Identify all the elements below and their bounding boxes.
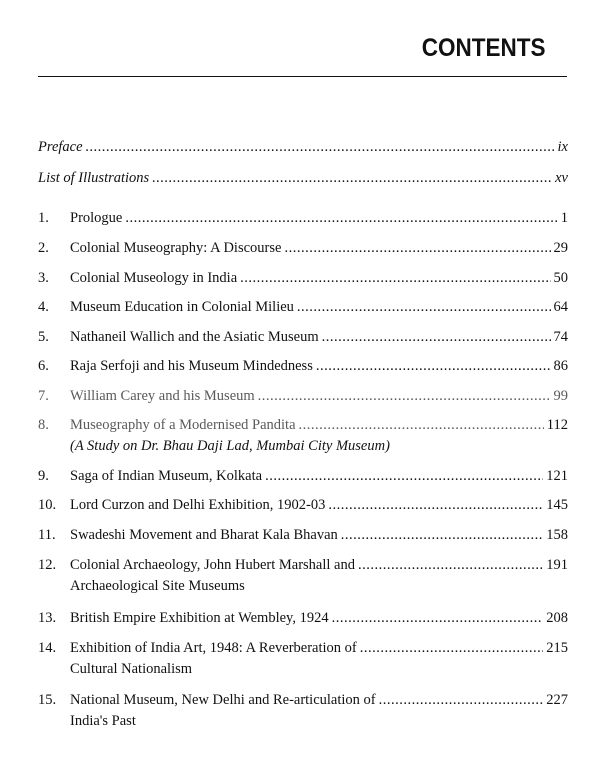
toc-chapter-15 <box>38 690 568 732</box>
toc-entry-title: Preface <box>38 139 83 155</box>
toc-chapter-8 <box>38 415 568 457</box>
chapter-page: 215 <box>546 640 568 656</box>
chapter-page: 86 <box>553 358 568 374</box>
chapter-number: 13. <box>38 610 57 626</box>
chapter-title: Saga of Indian Museum, Kolkata <box>70 468 263 484</box>
chapter-page: 191 <box>546 557 568 573</box>
toc-chapter-6 <box>38 356 568 377</box>
toc-chapter-9 <box>38 466 568 487</box>
toc-chapter-3 <box>38 268 568 289</box>
page-title: CONTENTS <box>421 34 545 62</box>
chapter-number: 10. <box>38 497 57 513</box>
chapter-number: 11. <box>38 527 56 543</box>
chapter-page: 29 <box>553 240 568 256</box>
chapter-page: 112 <box>546 417 568 433</box>
toc-chapter-11 <box>38 525 568 546</box>
chapter-title: Prologue <box>70 210 123 226</box>
chapter-number: 5. <box>38 329 49 345</box>
dot-leader <box>322 327 551 348</box>
dot-leader <box>258 386 551 407</box>
dot-leader <box>316 356 551 377</box>
chapter-number: 6. <box>38 358 49 374</box>
dot-leader <box>125 208 557 229</box>
chapter-number: 2. <box>38 240 49 256</box>
chapter-page: 158 <box>546 527 568 543</box>
toc-entry-page: xv <box>555 170 568 186</box>
toc-chapter-12 <box>38 555 568 597</box>
toc-chapter-4 <box>38 297 568 318</box>
dot-leader <box>284 238 550 259</box>
chapter-title-continuation: Cultural Nationalism <box>70 661 193 677</box>
dot-leader <box>152 168 552 189</box>
dot-leader <box>358 555 543 576</box>
chapter-number: 1. <box>38 210 49 226</box>
chapter-page: 50 <box>553 270 568 286</box>
toc-entry-list-of-illustrations <box>38 168 568 189</box>
chapter-number: 14. <box>38 640 57 656</box>
chapter-title: Colonial Archaeology, John Hubert Marshall and <box>70 557 355 573</box>
chapter-title-continuation: Archaeological Site Museums <box>70 578 245 594</box>
chapter-number: 9. <box>38 468 49 484</box>
toc-chapter-5 <box>38 327 568 348</box>
dot-leader <box>360 638 544 659</box>
chapter-page: 145 <box>546 497 568 513</box>
toc-chapter-7 <box>38 386 568 407</box>
chapter-page: 64 <box>553 299 568 315</box>
dot-leader <box>299 415 544 436</box>
toc-chapter-1 <box>38 208 568 229</box>
toc-chapter-2 <box>38 238 568 259</box>
chapter-title: Museography of a Modernised Pandita <box>70 417 296 433</box>
dot-leader <box>341 525 543 546</box>
chapter-number: 7. <box>38 388 49 404</box>
chapter-number: 8. <box>38 417 49 433</box>
toc-entry-page: ix <box>557 139 568 155</box>
chapter-title-continuation: India's Past <box>70 713 136 729</box>
dot-leader <box>297 297 551 318</box>
chapter-page: 208 <box>546 610 568 626</box>
chapter-page: 1 <box>560 210 568 226</box>
chapter-title: Museum Education in Colonial Milieu <box>70 299 294 315</box>
chapter-subtitle: (A Study on Dr. Bhau Daji Lad, Mumbai City Museum) <box>70 438 390 454</box>
chapter-title: Raja Serfoji and his Museum Mindedness <box>70 358 313 374</box>
chapter-page: 121 <box>546 468 568 484</box>
toc-entry-preface <box>38 137 568 158</box>
dot-leader <box>379 690 544 711</box>
chapter-page: 74 <box>553 329 568 345</box>
dot-leader <box>86 137 555 158</box>
chapter-number: 4. <box>38 299 49 315</box>
chapter-page: 227 <box>546 692 568 708</box>
dot-leader <box>332 608 544 629</box>
chapter-title: Swadeshi Movement and Bharat Kala Bhavan <box>70 527 338 543</box>
toc-chapter-10 <box>38 495 568 516</box>
chapter-title: William Carey and his Museum <box>70 388 255 404</box>
chapter-title: British Empire Exhibition at Wembley, 1924 <box>70 610 329 626</box>
header-rule <box>38 76 567 77</box>
chapter-number: 3. <box>38 270 49 286</box>
chapter-title: Colonial Museology in India <box>70 270 238 286</box>
chapter-title: National Museum, New Delhi and Re-articulation of <box>70 692 376 708</box>
toc-chapter-13 <box>38 608 568 629</box>
dot-leader <box>265 466 543 487</box>
chapter-title: Nathaneil Wallich and the Asiatic Museum <box>70 329 319 345</box>
chapter-number: 12. <box>38 557 57 573</box>
chapter-title: Colonial Museography: A Discourse <box>70 240 282 256</box>
toc-chapter-14 <box>38 638 568 680</box>
chapter-title: Exhibition of India Art, 1948: A Reverberation of <box>70 640 357 656</box>
dot-leader <box>240 268 550 289</box>
chapter-page: 99 <box>553 388 568 404</box>
toc-entry-title: List of Illustrations <box>38 170 150 186</box>
dot-leader <box>328 495 543 516</box>
chapter-title: Lord Curzon and Delhi Exhibition, 1902-03 <box>70 497 326 513</box>
chapter-number: 15. <box>38 692 57 708</box>
